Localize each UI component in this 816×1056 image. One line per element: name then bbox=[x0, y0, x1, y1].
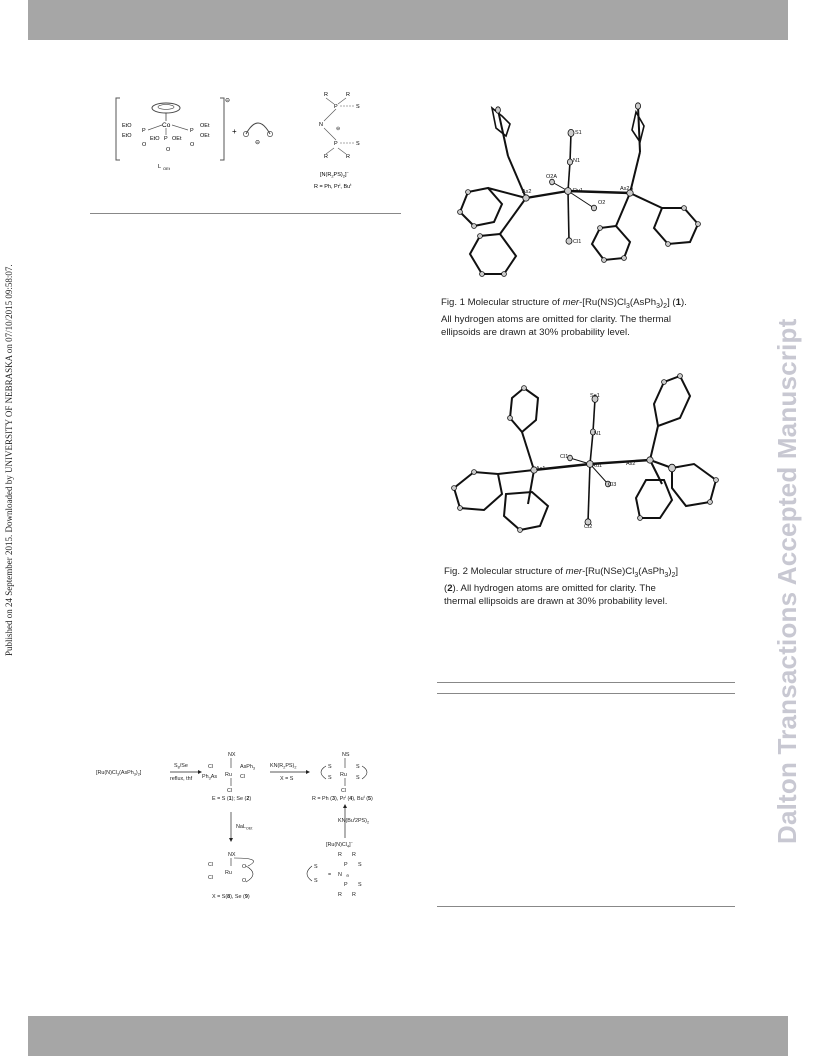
label-ru1: Ru1 bbox=[592, 463, 603, 469]
product35-def: R = Ph (3), Pr$^i$ (4), Bu$^t$ (5) bbox=[312, 795, 373, 802]
eto-label-1: EtO bbox=[122, 123, 132, 129]
bracket-charge: ⊖ bbox=[225, 98, 231, 104]
fig1-caption-line1: Fig. 1 Molecular structure of mer-$[Ru(NS)Cl_3(AsPh_3)_2]$ (1). bbox=[441, 297, 687, 310]
label-as2a: As2A bbox=[620, 186, 634, 192]
product89-nx: NX bbox=[228, 852, 236, 858]
fig2-caption bbox=[444, 565, 736, 608]
rule-right-1 bbox=[437, 682, 735, 683]
product89-o-2: O bbox=[242, 878, 247, 884]
step2-conditions: X = S bbox=[280, 776, 294, 782]
label-cl2: Cl2 bbox=[584, 524, 593, 530]
oet-label-1: OEt bbox=[200, 123, 210, 129]
legend-n: N bbox=[338, 872, 342, 878]
product35-cl: Cl bbox=[341, 788, 347, 794]
rule-right-3 bbox=[437, 906, 735, 907]
fig2-molecular-structure bbox=[440, 364, 740, 534]
label-cl1: Cl1 bbox=[560, 454, 569, 460]
published-note bbox=[4, 186, 18, 656]
anion-s-1: S bbox=[356, 104, 360, 110]
product12-asph3: AsPh$_3$ bbox=[240, 764, 256, 771]
product12-ru: Ru bbox=[225, 772, 232, 778]
product89-ru: Ru bbox=[225, 870, 232, 876]
product35-ru: Ru bbox=[340, 772, 347, 778]
header-band bbox=[28, 0, 788, 40]
fig1-molecular-structure bbox=[440, 96, 740, 292]
o-label-1: O bbox=[142, 142, 147, 148]
accepted-manuscript-watermark bbox=[766, 232, 806, 852]
label-as1: As1 bbox=[536, 466, 546, 472]
ligand-label: L bbox=[158, 164, 162, 170]
label-as2: As2 bbox=[522, 189, 532, 195]
product89-cl-2: Cl bbox=[208, 875, 214, 881]
product35-s-3: S bbox=[328, 775, 332, 781]
r-label-3: R bbox=[324, 154, 328, 160]
chelate-charge: ⊖ bbox=[255, 140, 261, 146]
eto-label-3: EtO bbox=[150, 136, 160, 142]
step1-reagent: $S_8/Se$ bbox=[174, 763, 188, 770]
p-label-1: P bbox=[142, 128, 146, 134]
anion-s-2: S bbox=[356, 141, 360, 147]
label-cl3: Cl3 bbox=[608, 482, 617, 488]
label-ru1: Ru1 bbox=[573, 188, 584, 194]
chelate-arc bbox=[246, 123, 270, 134]
product12-cl-3: Cl bbox=[227, 788, 233, 794]
label-as2: As2 bbox=[626, 461, 636, 467]
legend-r-3: R bbox=[338, 892, 342, 898]
fig1-caption-line3: ellipsoids are drawn at 30% probability level. bbox=[441, 326, 630, 338]
legend-s-3: S bbox=[358, 862, 362, 868]
product12-cl-1: Cl bbox=[208, 764, 214, 770]
fig1-caption bbox=[441, 296, 735, 340]
step1-conditions: reflux, thf bbox=[170, 776, 193, 782]
oet-label-2: OEt bbox=[200, 133, 210, 139]
product89-cl-1: Cl bbox=[208, 862, 214, 868]
co-label: Co bbox=[162, 122, 171, 129]
label-cl1: Cl1 bbox=[573, 239, 582, 245]
ligand-sub: OEt bbox=[163, 166, 170, 171]
fig2-caption-line2: (2). All hydrogen atoms are omitted for clarity. The bbox=[444, 582, 656, 594]
product35-ns: NS bbox=[342, 752, 350, 758]
label-n1: N1 bbox=[594, 431, 602, 437]
p-label-2: P bbox=[190, 128, 194, 134]
label-o2: O2 bbox=[598, 200, 606, 206]
o-label-3: O bbox=[166, 147, 171, 153]
r-label-1: R bbox=[324, 92, 328, 98]
legend-r-1: R bbox=[338, 852, 342, 858]
plus-sign: + bbox=[232, 127, 237, 136]
anion-n: N bbox=[319, 122, 323, 128]
r-label-2: R bbox=[346, 92, 350, 98]
step2-reagent: $KN(R_2PS)_2$ bbox=[270, 763, 297, 770]
o-label-2: O bbox=[190, 142, 195, 148]
legend-charge: ⊖ bbox=[346, 873, 350, 878]
product12-def: E = S (1); Se (2) bbox=[212, 796, 252, 802]
product35-s-2: S bbox=[356, 764, 360, 770]
legend-r-2: R bbox=[352, 852, 356, 858]
product89-def: X = S(8), Se (9) bbox=[212, 894, 250, 900]
product35-s-4: S bbox=[356, 775, 360, 781]
p-label-3: P bbox=[164, 136, 168, 142]
anion-charge: ⊖ bbox=[336, 126, 341, 132]
legend-s-1: S bbox=[314, 864, 318, 870]
product35-s-1: S bbox=[328, 764, 332, 770]
r-definition: R = Ph, Pr$^i$, Bu$^t$ bbox=[314, 182, 352, 190]
step4-reagent: $KN(Bu^t2PS)_2$ bbox=[338, 817, 370, 825]
published-note-text: Published on 24 September 2015. Downloaded by UNIVERSITY OF NEBRASKA on 07/10/2015 09:58:07. bbox=[4, 264, 14, 656]
oet-label-3: OEt bbox=[172, 136, 182, 142]
scheme-synthesis bbox=[94, 748, 414, 908]
anion-p-2: P bbox=[334, 141, 338, 147]
scheme-start: $[Ru(N)Cl_3(AsPh_3)_2]$ bbox=[96, 770, 142, 777]
legend-p-1: P bbox=[344, 862, 348, 868]
legend-p-2: P bbox=[344, 882, 348, 888]
label-s1: S1 bbox=[575, 130, 582, 136]
product89-o-1: O bbox=[242, 864, 247, 870]
product12-nx: NX bbox=[228, 752, 236, 758]
anion-p-1: P bbox=[334, 104, 338, 110]
product12-cl-2: Cl bbox=[240, 774, 246, 780]
legend-equals: = bbox=[328, 872, 332, 878]
step3-reagent: NaL$_{OEt}$ bbox=[236, 824, 253, 831]
legend-s-4: S bbox=[358, 882, 362, 888]
left-bracket bbox=[116, 98, 120, 160]
footer-band bbox=[28, 1016, 788, 1056]
r-label-4: R bbox=[346, 154, 350, 160]
product12-ph3as: $Ph_3As$ bbox=[202, 774, 218, 781]
rule-left-top bbox=[90, 213, 401, 214]
label-o2a: O2A bbox=[546, 174, 558, 180]
right-bracket bbox=[220, 98, 224, 160]
legend-r-4: R bbox=[352, 892, 356, 898]
eto-label-2: EtO bbox=[122, 133, 132, 139]
step4-precursor: $[Ru(N)Cl_4]^-$ bbox=[326, 841, 353, 849]
label-n1: N1 bbox=[573, 158, 581, 164]
rule-right-2 bbox=[437, 693, 735, 694]
fig2-caption-line3: thermal ellipsoids are drawn at 30% probability level. bbox=[444, 595, 668, 607]
label-se1: Se1 bbox=[590, 393, 600, 399]
chart-ligand-structures bbox=[108, 88, 378, 198]
anion-label: $[N(R_2PS)_2]^-$ bbox=[320, 170, 349, 179]
fig2-caption-line1: Fig. 2 Molecular structure of mer-$[Ru(NSe)Cl_3(AsPh_3)_2]$ bbox=[444, 566, 679, 579]
legend-s-2: S bbox=[314, 878, 318, 884]
watermark-text: Dalton Transactions Accepted Manuscript bbox=[772, 318, 802, 844]
fig1-caption-line2: All hydrogen atoms are omitted for clarity. The thermal bbox=[441, 313, 671, 325]
